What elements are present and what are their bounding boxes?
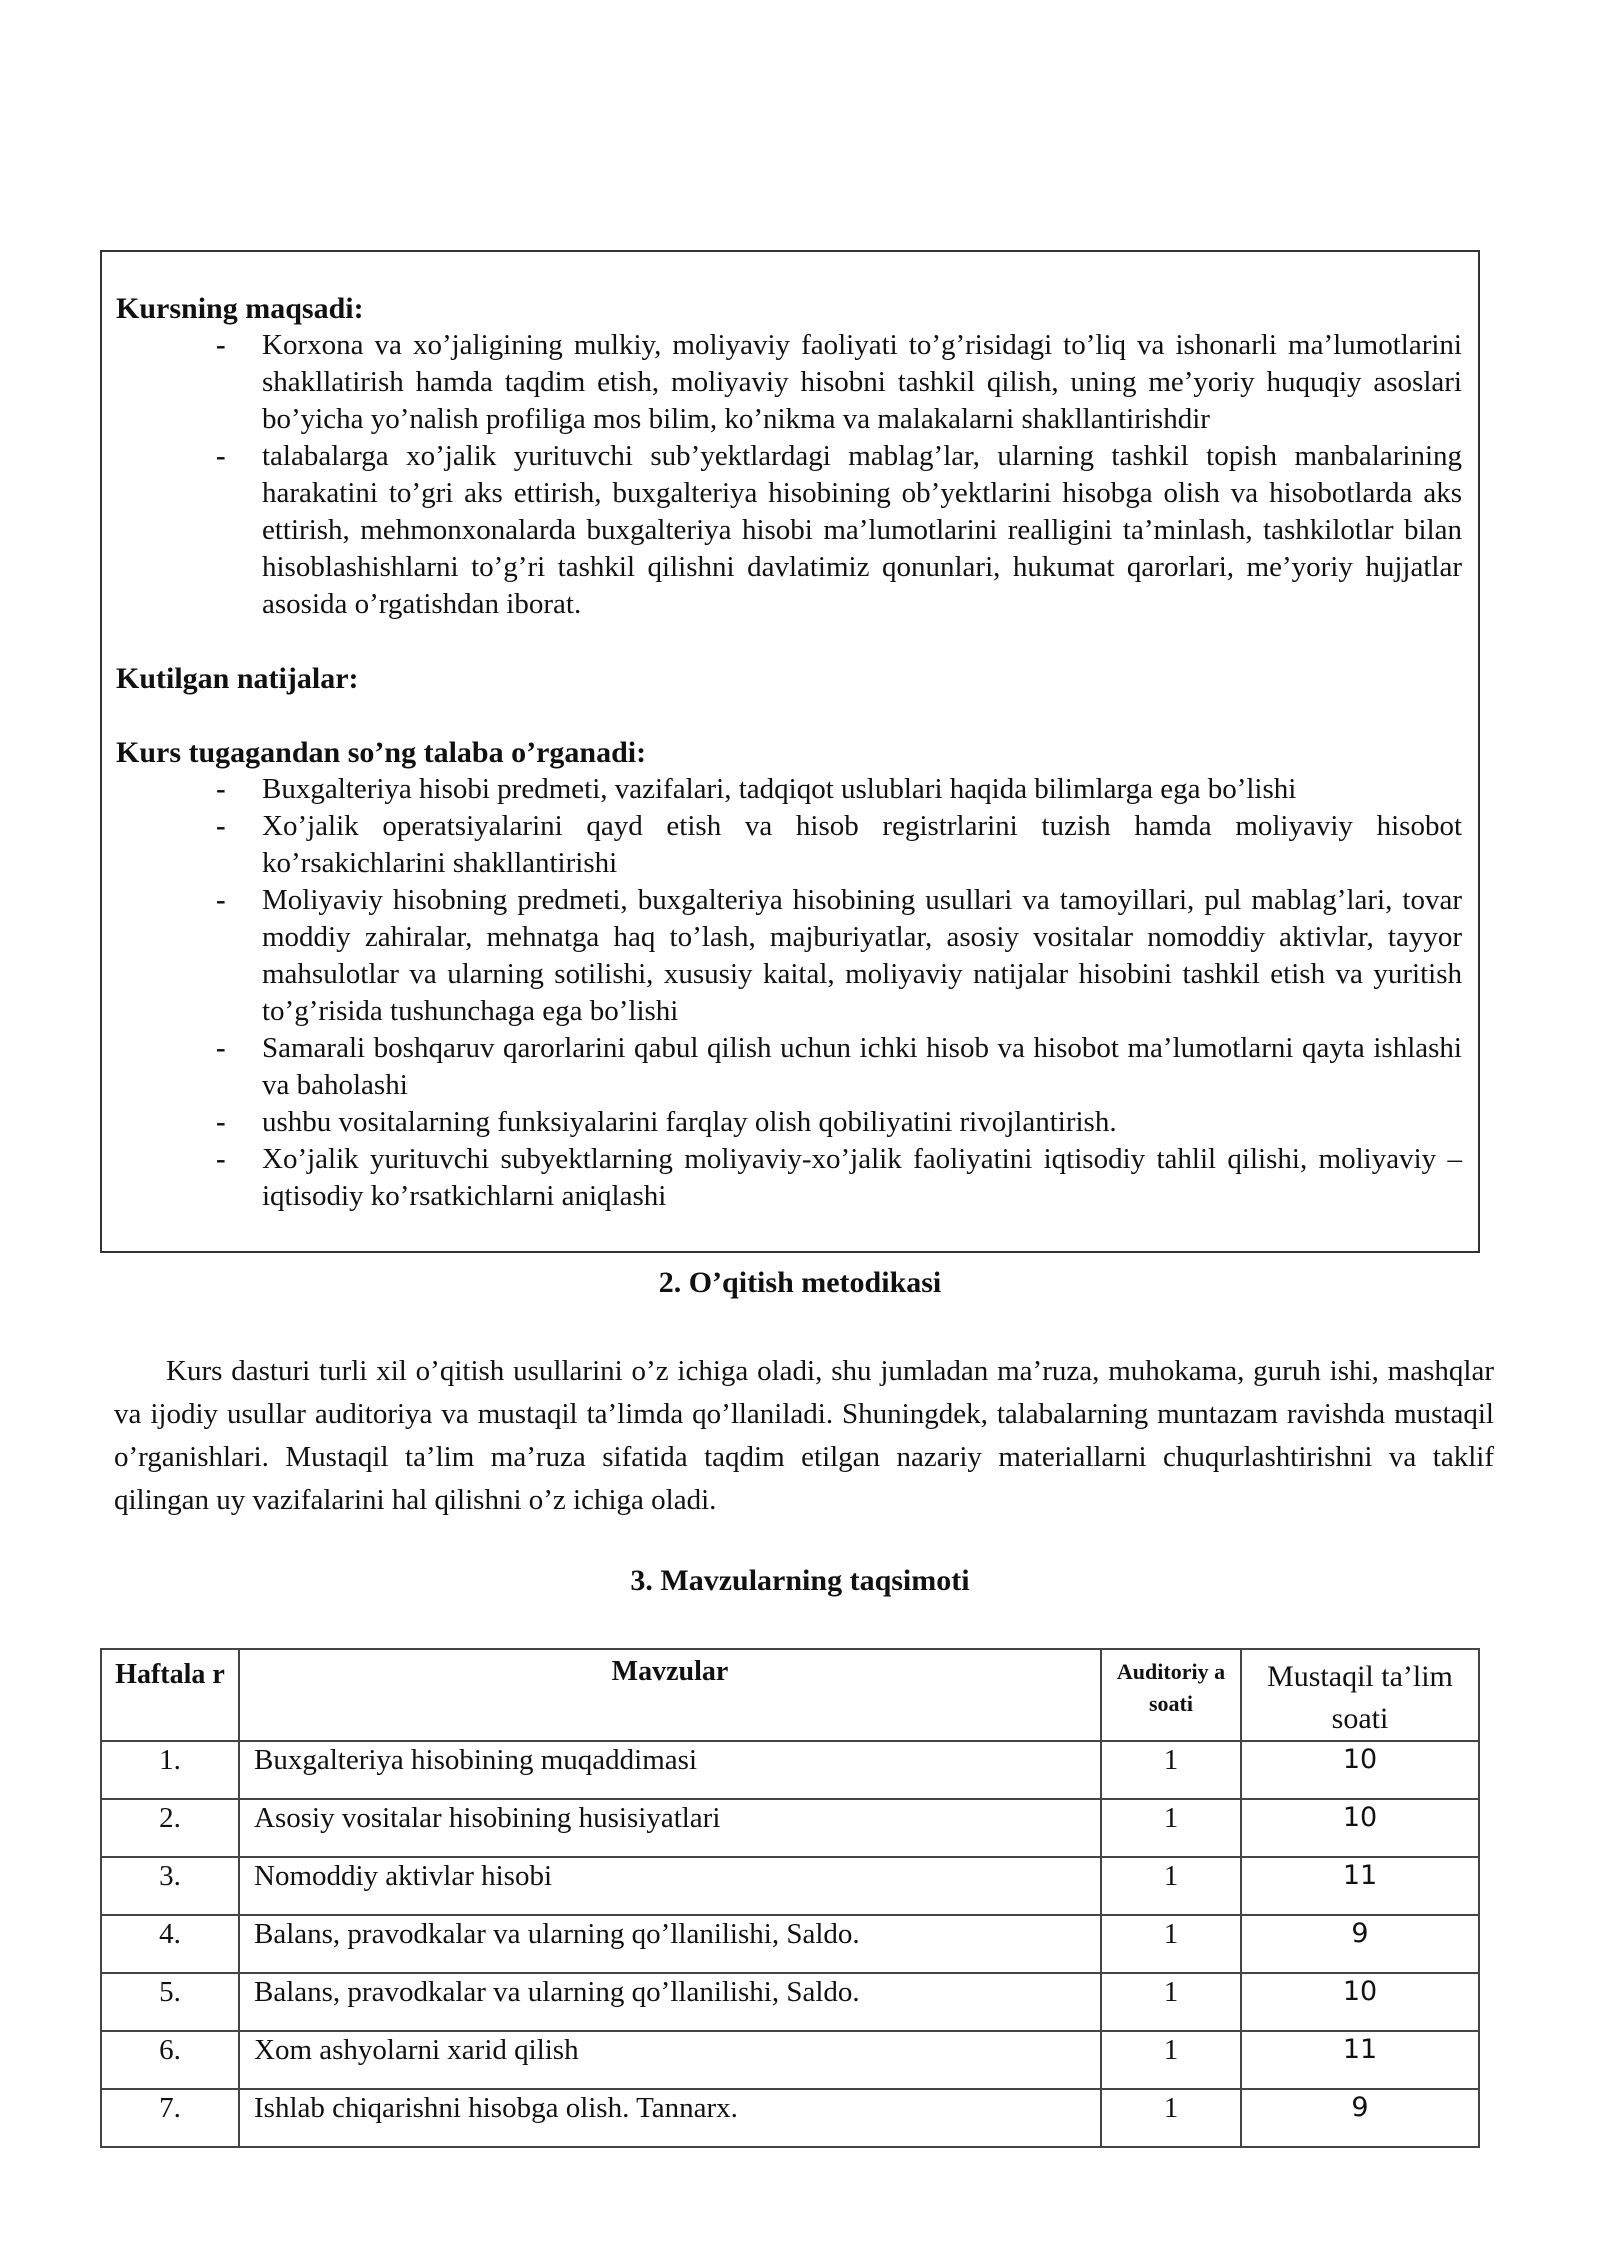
row-number: 2. xyxy=(101,1799,239,1857)
row-auditory-hours: 1 xyxy=(1101,1915,1241,1973)
row-number: 7. xyxy=(101,2089,239,2147)
row-self-study-hours: 10 xyxy=(1241,1741,1479,1799)
row-number: 6. xyxy=(101,2031,239,2089)
table-row xyxy=(101,1973,1479,2031)
row-topic: Balans, pravodkalar va ularning qo’llanilishi, Saldo. xyxy=(239,1973,1101,2031)
methodology-title: 2. O’qitish metodikasi xyxy=(658,1266,942,1299)
table-row xyxy=(101,1799,1479,1857)
result-item-3: - Moliyaviy hisobning predmeti, buxgalteriya hisobining usullari va tamoyillari, pul mablag’lari, tovar moddiy zahiralar, mehnatga haq to’lash, majburiyatlar, asosiy vositalar nomoddiy aktivlar, tayyor mahsulotlar va ularning sotilishi, xususiy kaital, moliyaviy natijalar hisobini tashkil etish va yuritish to’g’risida tushunchaga ega bo’lishi xyxy=(262,882,1462,1030)
methodology-paragraph: Kurs dasturi turli xil o’qitish usullarini o’z ichiga oladi, shu jumladan ma’ruza, muhokama, guruh ishi, mashqlar va ijodiy usullar auditoriya va mustaqil ta’limda qo’llaniladi. Shuningdek, talabalarning muntazam ravishda mustaqil o’rganishlari. Mustaqil ta’lim ma’ruza sifatida taqdim etilgan nazariy materiallarni chuqurlashtirishni va taklif qilingan uy vazifalarini hal qilishni o’z ichiga oladi. xyxy=(114,1355,1494,1516)
result-item-4: - Samarali boshqaruv qarorlarini qabul qilish uchun ichki hisob va hisobot ma’lumotlarni qayta ishlashi va baholashi xyxy=(262,1030,1462,1104)
table-row xyxy=(101,1915,1479,1973)
topics-table xyxy=(100,1648,1480,2148)
header-topic: Mavzular xyxy=(239,1649,1101,1741)
result-item-6: - Xo’jalik yurituvchi subyektlarning moliyaviy-xo’jalik faoliyatini iqtisodiy tahlil qilishi, moliyaviy –iqtisodiy ko’rsatkichlarni aniqlashi xyxy=(262,1141,1462,1215)
row-topic: Asosiy vositalar hisobining husisiyatlari xyxy=(239,1799,1101,1857)
table-row xyxy=(101,2031,1479,2089)
row-self-study-hours: 10 xyxy=(1241,1799,1479,1857)
table-row xyxy=(101,2089,1479,2147)
row-number: 4. xyxy=(101,1915,239,1973)
row-topic: Nomoddiy aktivlar hisobi xyxy=(239,1857,1101,1915)
row-number: 3. xyxy=(101,1857,239,1915)
results-list xyxy=(116,771,1462,1215)
goals-list xyxy=(116,327,1462,623)
row-self-study-hours: 9 xyxy=(1241,1915,1479,1973)
row-topic: Xom ashyolarni xarid qilish xyxy=(239,2031,1101,2089)
row-auditory-hours: 1 xyxy=(1101,1857,1241,1915)
row-auditory-hours: 1 xyxy=(1101,2089,1241,2147)
result-item-2: - Xo’jalik operatsiyalarini qayd etish va hisob registrlarini tuzish hamda moliyaviy hisobot ko’rsakichlarini shakllantirishi xyxy=(262,808,1462,882)
header-self-study-hours: Mustaqil ta’lim soati xyxy=(1241,1649,1479,1741)
goal-item-1: - Korxona va xo’jaligining mulkiy, moliyaviy faoliyati to’g’risidagi to’liq va ishonarli ma’lumotlarini shakllatirish hamda taqdim etish, moliyaviy hisobni tashkil qilish, uning me’yoriy huquqiy asoslari bo’yicha yo’nalish profiliga mos bilim, ko’nikma va malakalarni shakllantirishdir xyxy=(262,327,1462,438)
results-subheading: Kurs tugagandan so’ng talaba o’rganadi: xyxy=(116,736,647,769)
row-auditory-hours: 1 xyxy=(1101,1741,1241,1799)
row-topic: Balans, pravodkalar va ularning qo’llanilishi, Saldo. xyxy=(239,1915,1101,1973)
result-item-5: - ushbu vositalarning funksiyalarini farqlay olish qobiliyatini rivojlantirish. xyxy=(262,1104,1462,1141)
row-self-study-hours: 10 xyxy=(1241,1973,1479,2031)
row-auditory-hours: 1 xyxy=(1101,1799,1241,1857)
topics-title: 3. Mavzularning taqsimoti xyxy=(630,1564,970,1597)
row-self-study-hours: 11 xyxy=(1241,1857,1479,1915)
goals-heading: Kursning maqsadi: xyxy=(116,292,364,325)
header-auditory-hours: Auditoriy a soati xyxy=(1101,1649,1241,1741)
table-header-row xyxy=(101,1649,1479,1741)
row-number: 5. xyxy=(101,1973,239,2031)
course-goals-box xyxy=(100,250,1480,1253)
results-heading: Kutilgan natijalar: xyxy=(116,662,359,695)
table-row xyxy=(101,1857,1479,1915)
row-self-study-hours: 11 xyxy=(1241,2031,1479,2089)
row-topic: Buxgalteriya hisobining muqaddimasi xyxy=(239,1741,1101,1799)
header-week: Haftala r xyxy=(101,1649,239,1741)
row-auditory-hours: 1 xyxy=(1101,2031,1241,2089)
row-topic: Ishlab chiqarishni hisobga olish. Tannarx. xyxy=(239,2089,1101,2147)
row-auditory-hours: 1 xyxy=(1101,1973,1241,2031)
table-row xyxy=(101,1741,1479,1799)
goal-item-2: - talabalarga xo’jalik yurituvchi sub’yektlardagi mablag’lar, ularning tashkil topish manbalarining harakatini to’gri aks ettirish, buxgalteriya hisobining ob’yektlarini hisobga olish va hisobotlarda aks ettirish, mehmonxonalarda buxgalteriya hisobi ma’lumotlarini realligini ta’minlash, tashkilotlar bilan hisoblashishlarni to’g’ri tashkil qilishni davlatimiz qonunlari, hukumat qarorlari, me’yoriy hujjatlar asosida o’rgatishdan iborat. xyxy=(262,438,1462,623)
row-number: 1. xyxy=(101,1741,239,1799)
result-item-1: - Buxgalteriya hisobi predmeti, vazifalari, tadqiqot uslublari haqida bilimlarga ega bo’lishi xyxy=(262,771,1462,808)
row-self-study-hours: 9 xyxy=(1241,2089,1479,2147)
